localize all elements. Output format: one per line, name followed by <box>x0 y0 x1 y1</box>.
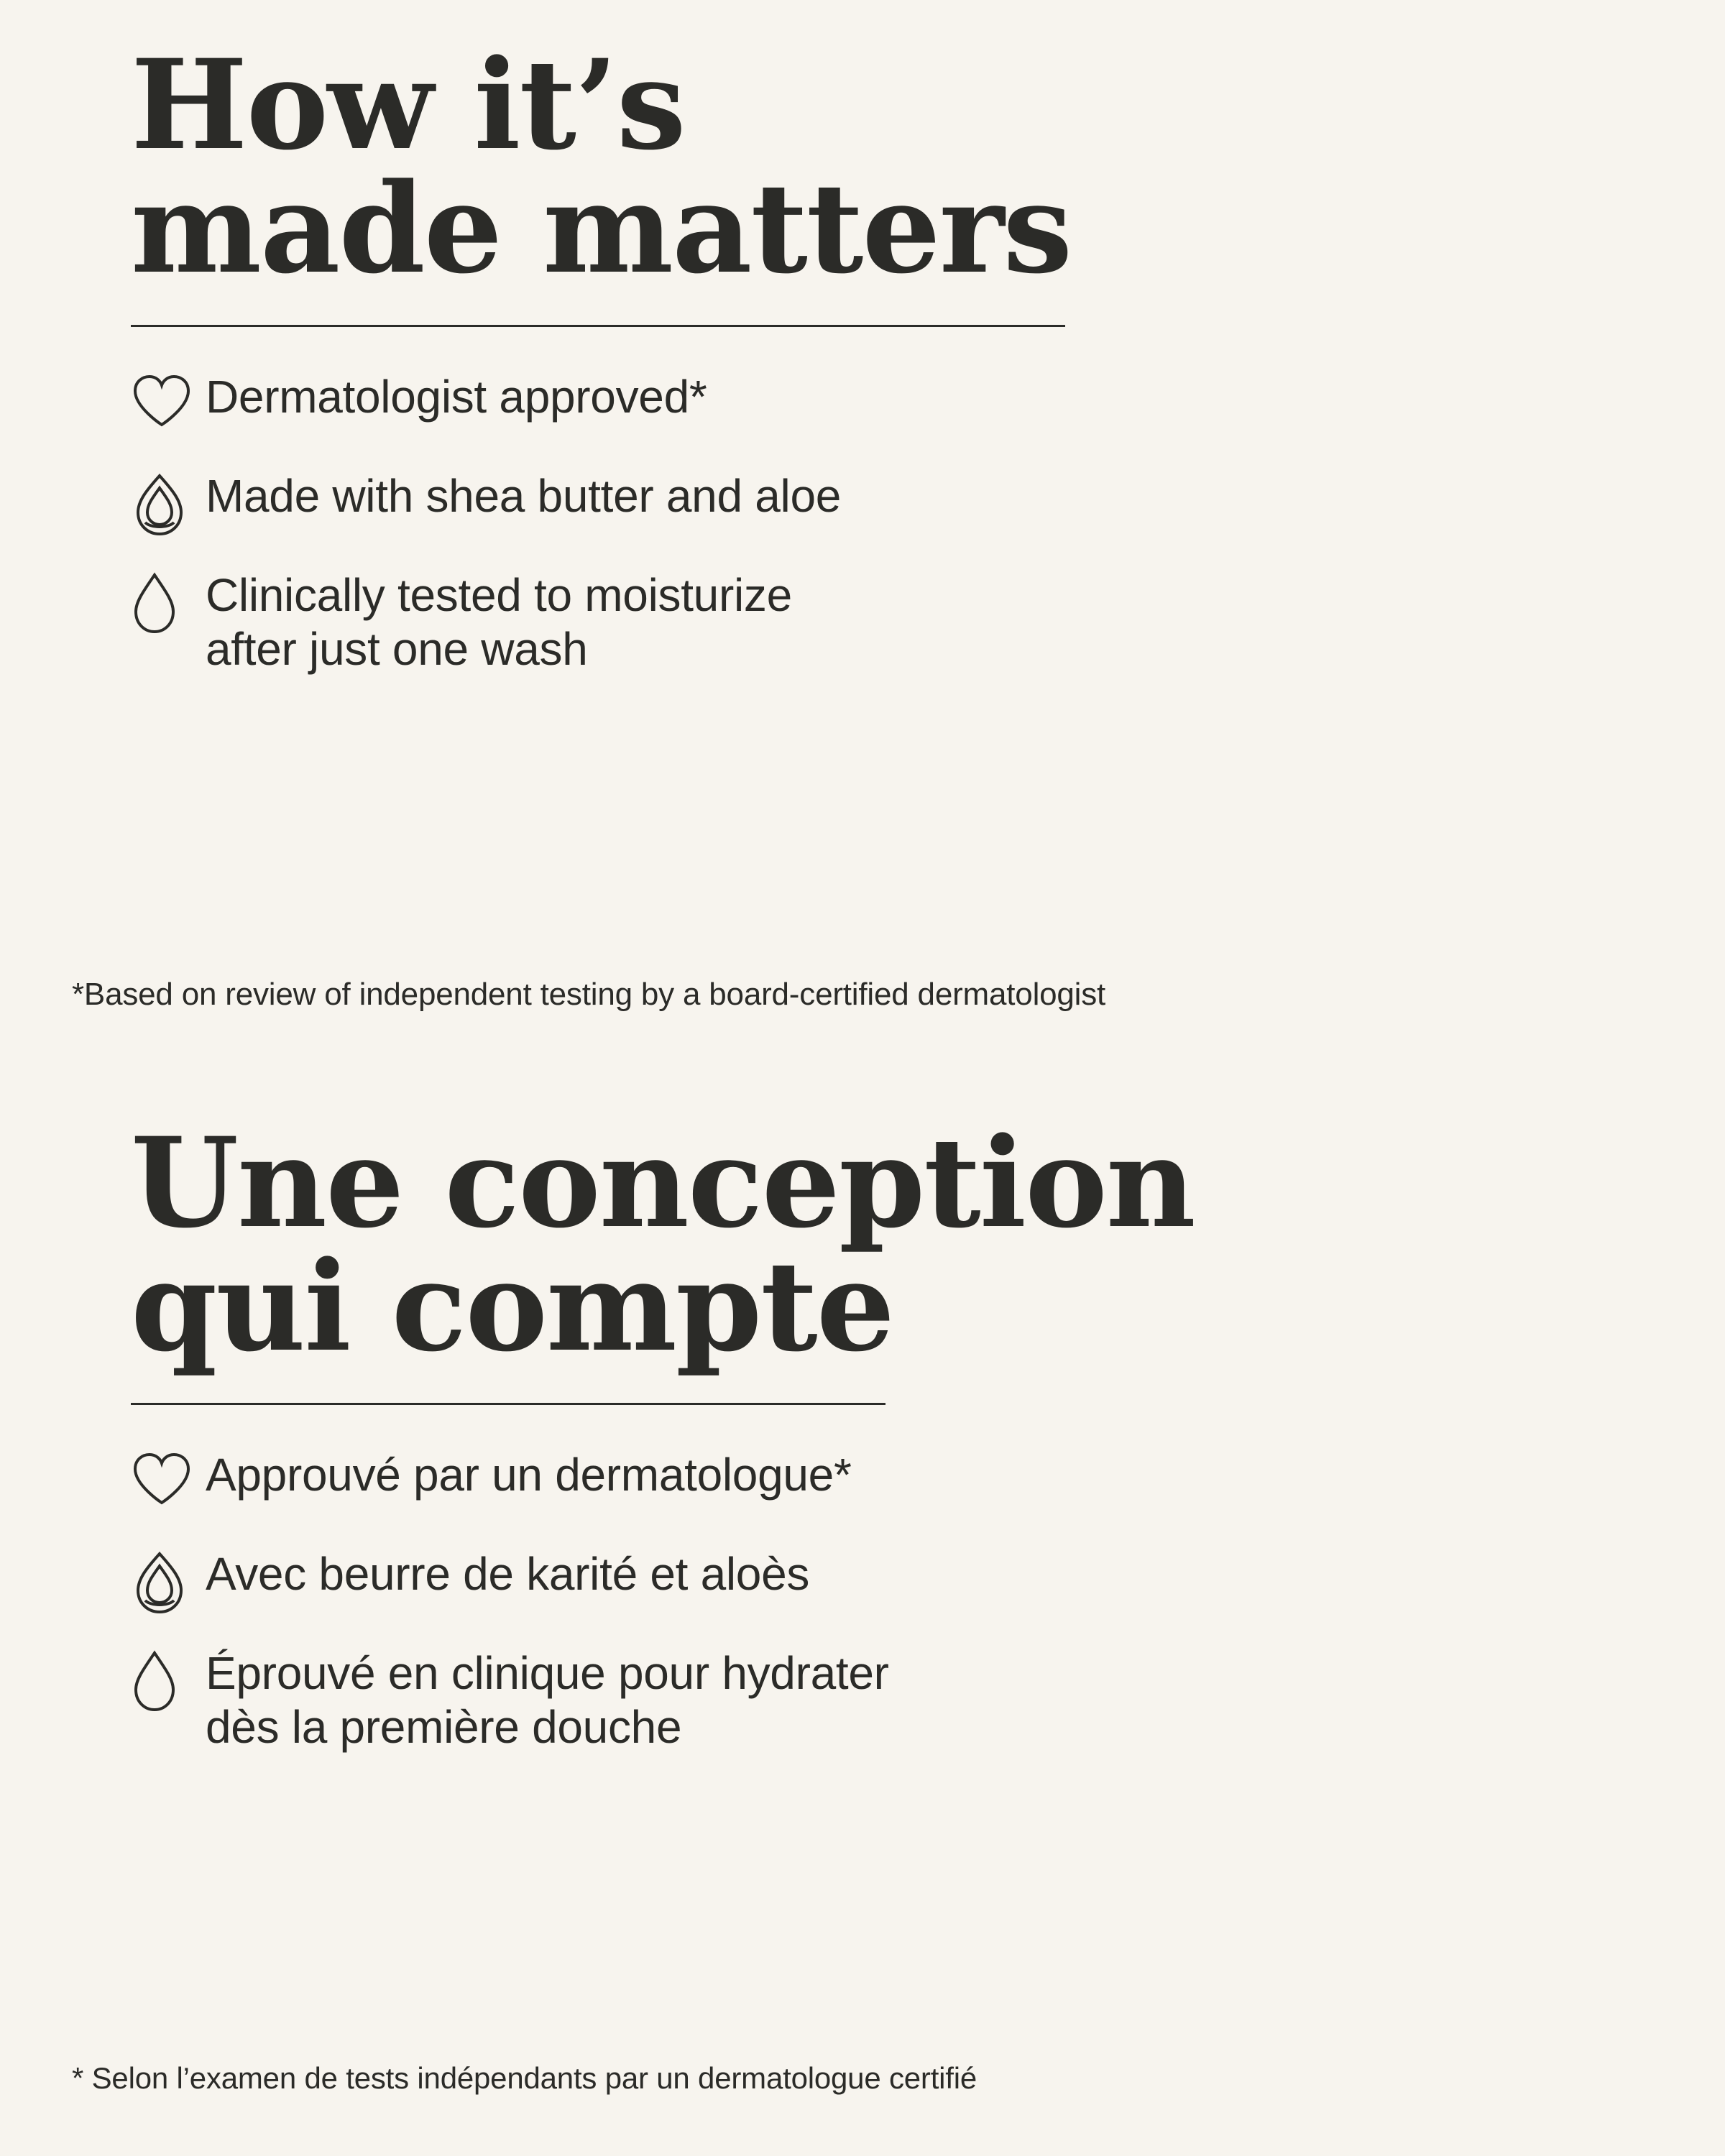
page-title-english <box>79 32 1646 301</box>
list-item-label: Avec beurre de karité et aloès <box>206 1548 810 1600</box>
headline-line-1: Une conception <box>131 1110 1195 1256</box>
divider-english <box>131 325 1065 327</box>
list-item-label-line-1: Clinically tested to moisturize <box>206 569 792 621</box>
water-drop-icon <box>131 1645 206 1714</box>
headline-line-2: made matters <box>131 155 1072 301</box>
list-item <box>131 1447 1646 1516</box>
footnote-french: * Selon l’examen de tests indépendants par un dermatologue certifié <box>72 2061 978 2095</box>
list-item <box>131 1645 1646 1754</box>
list-item-label-line-2: dès la première douche <box>206 1700 682 1753</box>
list-item-label <box>206 1645 889 1754</box>
water-drop-icon <box>131 567 206 636</box>
list-item <box>131 567 1646 676</box>
divider-french <box>131 1403 886 1405</box>
list-item-label <box>206 567 792 676</box>
footnote-english: *Based on review of independent testing by a board-certified dermatologist <box>72 977 1106 1012</box>
list-item <box>131 468 1646 537</box>
headline-line-2: qui compte <box>131 1233 894 1379</box>
list-item-label: Approuvé par un dermatologue* <box>206 1449 852 1501</box>
claims-section-french <box>79 1110 1646 1754</box>
shea-drop-icon <box>131 468 206 537</box>
claims-list-english <box>79 369 1646 676</box>
claims-section-english <box>79 32 1646 676</box>
heart-icon <box>131 1447 206 1516</box>
page-title-french <box>79 1110 1646 1379</box>
heart-icon <box>131 369 206 438</box>
list-item <box>131 1546 1646 1615</box>
list-item-label: Made with shea butter and aloe <box>206 470 842 522</box>
list-item-label-line-2: after just one wash <box>206 622 588 675</box>
list-item-label-line-1: Éprouvé en clinique pour hydrater <box>206 1647 889 1699</box>
claims-list-french <box>79 1447 1646 1754</box>
headline-line-1: How it’s <box>131 32 685 178</box>
shea-drop-icon <box>131 1546 206 1615</box>
list-item-label: Dermatologist approved* <box>206 371 707 423</box>
list-item <box>131 369 1646 438</box>
